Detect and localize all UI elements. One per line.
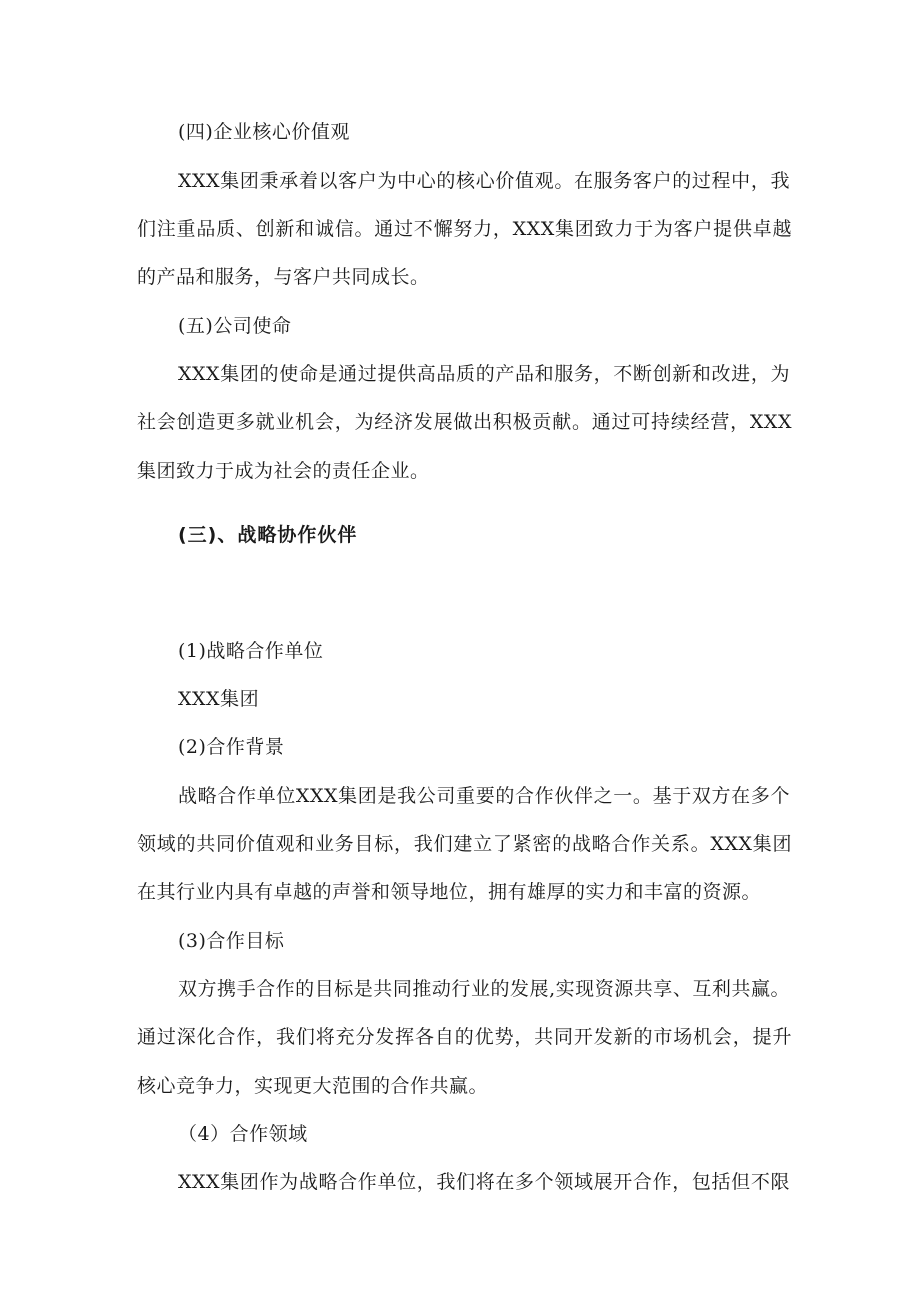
paragraph-line: XXX集团秉承着以客户为中心的核心价值观。在服务客户的过程中，我 xyxy=(178,170,790,192)
paragraph-line: 集团致力于成为社会的责任企业。 xyxy=(137,460,430,482)
paragraph-line: 核心竞争力，实现更大范围的合作共赢。 xyxy=(137,1075,489,1097)
partner-name: XXX集团 xyxy=(178,688,260,710)
section-heading-core-values: (四)企业核心价值观 xyxy=(178,121,350,143)
section-heading-strategic-partners: (三)、战略协作伙伴 xyxy=(178,524,358,546)
paragraph-line: 们注重品质、创新和诚信。通过不懈努力，XXX集团致力于为客户提供卓越 xyxy=(137,218,792,240)
item-heading-partner-unit: (1)战略合作单位 xyxy=(178,640,324,662)
paragraph-line: 通过深化合作，我们将充分发挥各自的优势，共同开发新的市场机会，提升 xyxy=(137,1026,792,1048)
item-heading-background: (2)合作背景 xyxy=(178,736,285,758)
item-heading-fields: （4）合作领域 xyxy=(178,1123,308,1145)
paragraph-line: 在其行业内具有卓越的声誉和领导地位，拥有雄厚的实力和丰富的资源。 xyxy=(137,881,762,903)
paragraph-line: 战略合作单位XXX集团是我公司重要的合作伙伴之一。基于双方在多个 xyxy=(178,785,790,807)
item-heading-goals: (3)合作目标 xyxy=(178,930,285,952)
paragraph-line: XXX集团的使命是通过提供高品质的产品和服务，不断创新和改进，为 xyxy=(178,363,790,385)
paragraph-line: XXX集团作为战略合作单位，我们将在多个领域展开合作，包括但不限 xyxy=(178,1171,790,1193)
paragraph-line: 的产品和服务，与客户共同成长。 xyxy=(137,266,430,288)
section-heading-mission: (五)公司使命 xyxy=(178,315,292,337)
paragraph-line: 双方携手合作的目标是共同推动行业的发展,实现资源共享、互利共赢。 xyxy=(178,978,790,1000)
paragraph-line: 领域的共同价值观和业务目标，我们建立了紧密的战略合作关系。XXX集团 xyxy=(137,833,792,855)
paragraph-line: 社会创造更多就业机会，为经济发展做出积极贡献。通过可持续经营，XXX xyxy=(137,411,792,433)
